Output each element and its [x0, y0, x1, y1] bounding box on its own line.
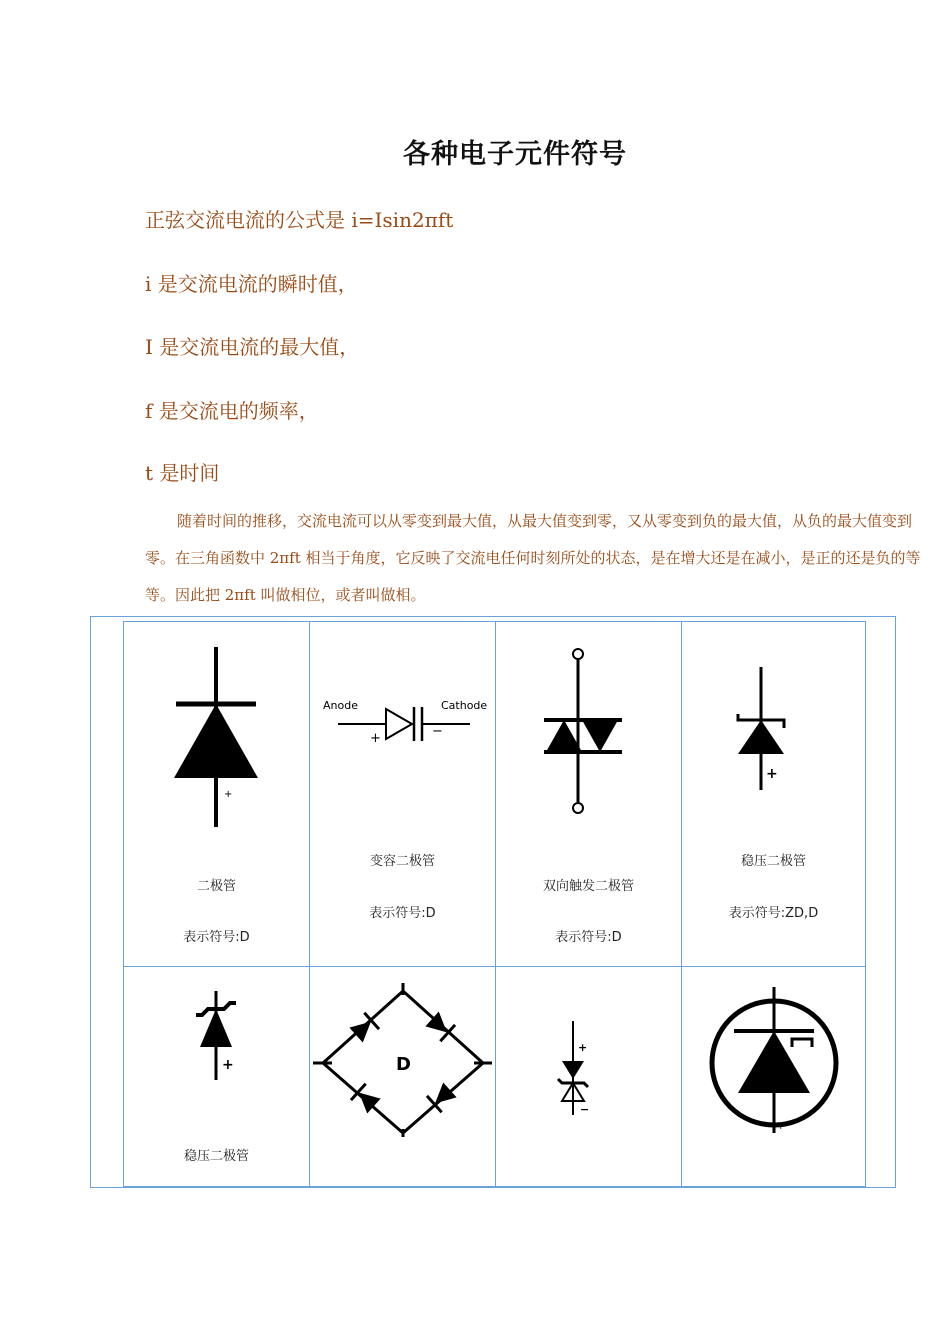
plus-label: + [766, 766, 778, 782]
varactor-diode-icon [310, 677, 495, 767]
plus-label: + [777, 1122, 785, 1132]
cell-diac [495, 621, 682, 967]
svg-text:+: + [224, 789, 233, 800]
cell-zener-2 [123, 966, 310, 1187]
plus-label: + [370, 731, 381, 746]
diode-icon [124, 642, 309, 832]
cell-varactor [309, 621, 496, 967]
cell-code: 表示符号:D [555, 930, 622, 945]
cell-name: 稳压二极管 [740, 854, 806, 869]
page-title: 各种电子元件符号 [403, 139, 627, 170]
cell-name: 变容二极管 [369, 854, 435, 869]
cell-code: 表示符号:D [369, 906, 436, 921]
cell-name: 稳压二极管 [183, 1149, 249, 1164]
plus-label: + [578, 1041, 588, 1054]
bridge-label: D [396, 1054, 411, 1075]
zener-diode-icon [682, 662, 865, 792]
zener-diode-circle-icon [682, 983, 865, 1143]
definition-line-f: f 是交流电的频率， [145, 399, 319, 423]
cell-code: 表示符号:ZD,D [728, 906, 819, 921]
zener-diode-small-icon [124, 985, 309, 1085]
formula-line: 正弦交流电流的公式是 i=Isin2πft [145, 208, 454, 232]
transient-voltage-diode-icon [496, 1017, 681, 1117]
cell-name: 双向触发二极管 [542, 879, 634, 894]
cathode-label: Cathode [441, 699, 488, 712]
cell-tvs [495, 966, 682, 1187]
bridge-rectifier-icon [310, 983, 495, 1137]
anode-label: Anode [323, 699, 358, 712]
cell-name: 二极管 [196, 879, 236, 894]
plus-label: + [222, 1057, 234, 1073]
cell-zener [681, 621, 866, 967]
diac-icon [496, 644, 681, 824]
cell-diode [123, 621, 310, 967]
definition-line-t: t 是时间 [145, 461, 220, 485]
definition-line-I: I 是交流电流的最大值， [145, 335, 360, 359]
cell-zener-circle [681, 966, 866, 1187]
definition-line-i: i 是交流电流的瞬时值， [145, 272, 358, 296]
minus-label: − [580, 1103, 590, 1116]
phase-paragraph: 随着时间的推移，交流电流可以从零变到最大值，从最大值变到零，又从零变到负的最大值，从负的最大值变到零。在三角函数中 2πft 相当于角度，它反映了交流电任何时刻所处的状态，是在增大还是在减小，是正的还是负的等等。因此把 2πft 叫做相位，或者叫做相。 [145, 512, 921, 604]
cell-bridge [309, 966, 496, 1187]
cell-code: 表示符号:D [183, 930, 250, 945]
minus-label: − [432, 724, 443, 739]
